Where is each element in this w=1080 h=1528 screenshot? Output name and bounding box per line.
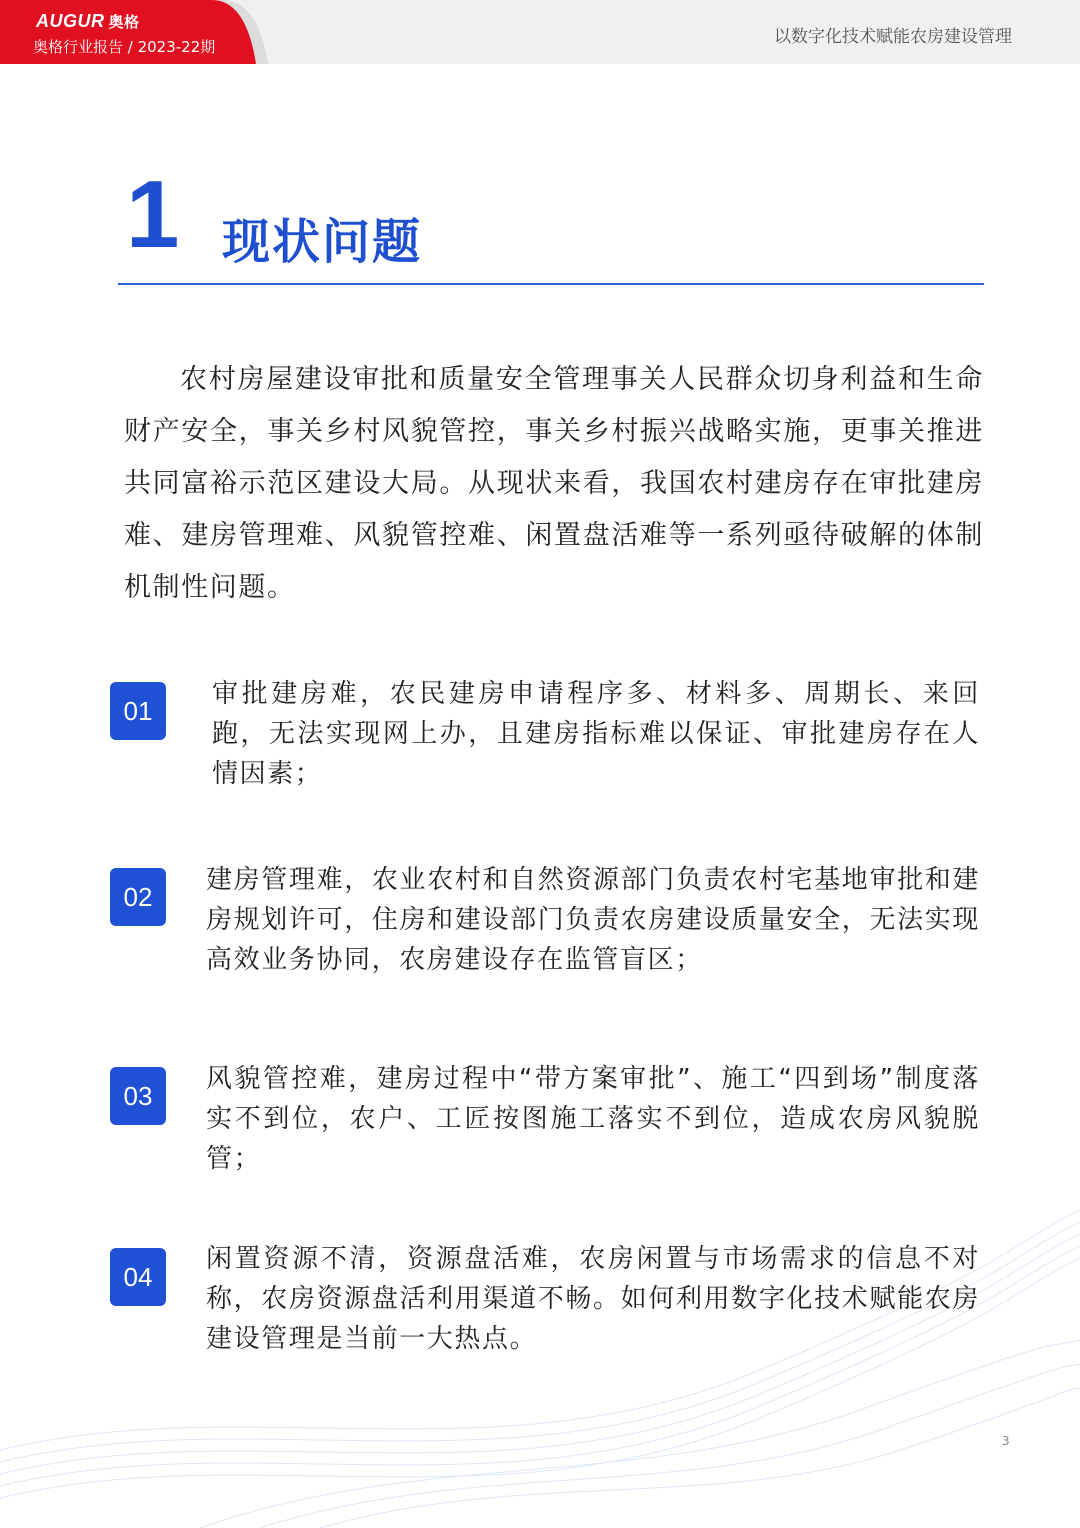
logo-text: AUGUR [36, 11, 105, 31]
augur-logo [36, 11, 140, 32]
section-number: 1 [126, 161, 180, 268]
item-badge: 04 [110, 1248, 166, 1306]
logo-cn: 奥格 [108, 14, 140, 31]
report-issue: 奥格行业报告 / 2023-22期 [33, 38, 216, 56]
header-title: 以数字化技术赋能农房建设管理 [774, 27, 1012, 47]
item-badge: 03 [110, 1067, 166, 1125]
item-text: 风貌管控难，建房过程中“带方案审批”、施工“四到场”制度落实不到位，农户、工匠按图施工落实不到位，造成农房风貌脱管； [206, 1064, 980, 1174]
item-badge: 02 [110, 868, 166, 926]
page-number: 3 [1002, 1434, 1010, 1448]
item-text: 审批建房难，农民建房申请程序多、材料多、周期长、来回跑，无法实现网上办，且建房指标难以保证、审批建房存在人情因素； [212, 679, 980, 789]
section-title: 现状问题 [222, 214, 423, 270]
section-divider [118, 283, 984, 285]
intro-paragraph: 农村房屋建设审批和质量安全管理事关人民群众切身利益和生命财产安全，事关乡村风貌管控，事关乡村振兴战略实施，更事关推进共同富裕示范区建设大局。从现状来看，我国农村建房存在审批建房难、建房管理难、风貌管控难、闲置盘活难等一系列亟待破解的体制机制性问题。 [124, 364, 984, 603]
item-badge: 01 [110, 682, 166, 740]
item-text: 闲置资源不清，资源盘活难，农房闲置与市场需求的信息不对称，农房资源盘活利用渠道不畅。如何利用数字化技术赋能农房建设管理是当前一大热点。 [206, 1244, 980, 1354]
page-header [0, 0, 1080, 64]
item-text: 建房管理难，农业农村和自然资源部门负责农村宅基地审批和建房规划许可，住房和建设部门负责农房建设质量安全，无法实现高效业务协同，农房建设存在监管盲区； [206, 865, 980, 975]
